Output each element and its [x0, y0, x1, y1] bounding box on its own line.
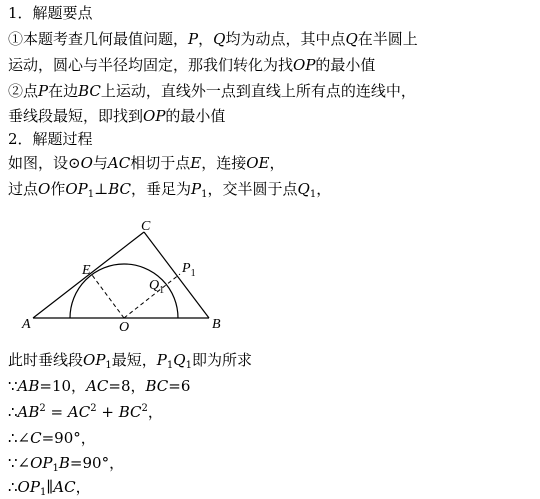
label-o: O	[119, 320, 130, 335]
label-a: A	[22, 317, 31, 332]
point-2-line-1: ②点P在边BC上运动，直线外一点到直线上所有点的连线中，	[8, 82, 416, 100]
angle-op1b-line: $\because\angle OP_1B=90^\circ$，	[8, 454, 125, 474]
pythagorean-line: $\therefore AB^2 = AC^2 + BC^2$，	[8, 403, 163, 421]
process-line-2: 过点O作$OP_1\perp BC$，垂足为$P_1$，交半圆于点$Q_1$，	[8, 180, 332, 200]
label-q1: $Q_1$	[149, 278, 165, 296]
given-values-line: ∵AB=10，AC=8，BC=6	[8, 377, 191, 395]
angle-c-line: ∴∠C=90°，	[8, 429, 96, 447]
label-c: C	[141, 219, 151, 234]
process-line-1: 如图，设⊙O与AC相切于点E，连接OE，	[8, 154, 285, 172]
label-e: E	[82, 263, 91, 278]
label-b: B	[212, 317, 221, 332]
heading-key-points: 1．解题要点	[8, 4, 93, 22]
geometry-figure	[0, 208, 260, 338]
point-1-line-2: 运动，圆心与半径均固定，那我们转化为找OP的最小值	[8, 56, 376, 74]
label-p1: $P_1$	[182, 261, 196, 279]
parallel-line: $\therefore OP_1\parallel AC$，	[8, 478, 91, 498]
result-line: 此时垂线段$OP_1$最短，$P_1Q_1$即为所求	[8, 351, 252, 371]
segment-oe	[92, 275, 124, 318]
point-1-line-1: ①本题考查几何最值问题，P，Q均为动点，其中点Q在半圆上	[8, 30, 418, 48]
heading-process: 2．解题过程	[8, 130, 93, 148]
point-2-line-2: 垂线段最短，即找到OP的最小值	[8, 107, 226, 125]
